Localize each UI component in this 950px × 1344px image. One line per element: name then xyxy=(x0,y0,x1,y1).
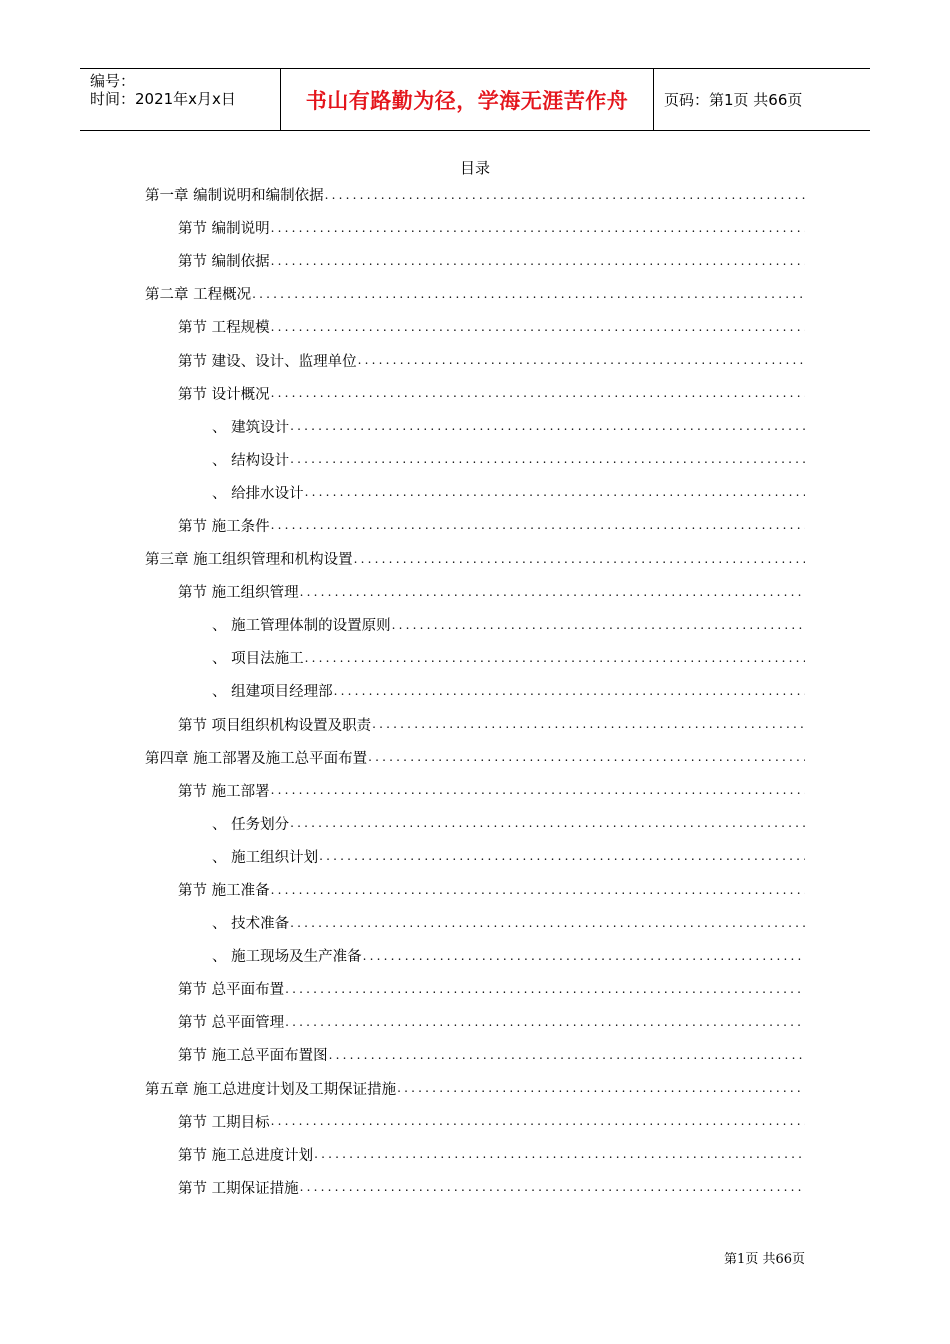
toc-leader-dots xyxy=(313,1147,805,1161)
header-page-number: 页码：第1页 共66页 xyxy=(664,91,803,109)
toc-leader-dots xyxy=(289,452,805,466)
toc-entry-label: 、 组建项目经理部 xyxy=(212,684,333,701)
toc-entry[interactable] xyxy=(145,1072,805,1105)
toc-entry-label: 、 给排水设计 xyxy=(212,485,304,502)
toc-entry[interactable] xyxy=(145,840,805,873)
toc-entry-label: 第节 编制依据 xyxy=(178,254,270,271)
toc-leader-dots xyxy=(396,1081,805,1095)
toc-entry-label: 第节 工期目标 xyxy=(178,1114,270,1131)
toc-entry-label: 、 施工组织计划 xyxy=(212,849,319,866)
toc-entry-label: 第节 项目组织机构设置及职责 xyxy=(178,717,372,734)
document-date: 时间：2021年x月x日 xyxy=(90,90,236,108)
toc-entry-label: 第节 工期保证措施 xyxy=(178,1180,299,1197)
toc-entry-label: 、 建筑设计 xyxy=(212,419,290,436)
toc-entry-label: 、 技术准备 xyxy=(212,916,290,933)
toc-leader-dots xyxy=(362,949,805,963)
toc-entry[interactable] xyxy=(145,211,805,244)
toc-leader-dots xyxy=(318,849,805,863)
toc-entry[interactable] xyxy=(145,509,805,542)
toc-leader-dots xyxy=(270,1114,805,1128)
toc-title: 目录 xyxy=(459,159,490,177)
toc-leader-dots xyxy=(391,618,805,632)
toc-leader-dots xyxy=(270,386,805,400)
header-motto: 书山有路勤为径，学海无涯苦作舟 xyxy=(305,88,629,113)
toc-leader-dots xyxy=(270,518,805,532)
toc-entry-label: 第四章 施工部署及施工总平面布置 xyxy=(145,750,368,767)
toc-entry[interactable] xyxy=(145,178,805,211)
toc-leader-dots xyxy=(284,1015,805,1029)
toc-leader-dots xyxy=(353,552,805,566)
toc-leader-dots xyxy=(289,916,805,930)
toc-entry[interactable] xyxy=(145,277,805,310)
toc-leader-dots xyxy=(270,221,805,235)
toc-leader-dots xyxy=(284,982,805,996)
footer-page-number: 第1页 共66页 xyxy=(724,1252,805,1267)
toc-entry-label: 第节 施工组织管理 xyxy=(178,585,299,602)
toc-leader-dots xyxy=(289,419,805,433)
toc-leader-dots xyxy=(333,684,805,698)
document-number-label: 编号： xyxy=(90,72,136,90)
toc-entry[interactable] xyxy=(145,873,805,906)
toc-entry[interactable] xyxy=(145,608,805,641)
toc-entry-label: 第节 建设、设计、监理单位 xyxy=(178,353,357,370)
toc-entry[interactable] xyxy=(145,476,805,509)
toc-entry-label: 第节 设计概况 xyxy=(178,386,270,403)
toc-entry[interactable] xyxy=(145,443,805,476)
toc-leader-dots xyxy=(304,485,805,499)
toc-entry[interactable] xyxy=(145,310,805,343)
header-motto-cell xyxy=(281,69,654,130)
page-header xyxy=(80,68,870,131)
toc-entry[interactable] xyxy=(145,1138,805,1171)
toc-entry[interactable] xyxy=(145,410,805,443)
toc-entry-label: 第节 施工总平面布置图 xyxy=(178,1048,328,1065)
toc-entry-label: 、 任务划分 xyxy=(212,816,290,833)
toc-entry[interactable] xyxy=(145,906,805,939)
toc-entry[interactable] xyxy=(145,741,805,774)
toc-leader-dots xyxy=(270,254,805,268)
header-page-cell xyxy=(654,69,870,130)
toc-entry-label: 、 施工管理体制的设置原则 xyxy=(212,618,391,635)
toc-leader-dots xyxy=(289,816,805,830)
toc-leader-dots xyxy=(251,287,805,301)
toc-entry-label: 第节 施工总进度计划 xyxy=(178,1147,314,1164)
header-meta xyxy=(80,69,281,130)
toc-entry-label: 第节 总平面管理 xyxy=(178,1015,285,1032)
toc-entry[interactable] xyxy=(145,674,805,707)
toc-entry-label: 第节 施工条件 xyxy=(178,518,270,535)
toc-entry-label: 第节 施工准备 xyxy=(178,883,270,900)
toc-entry[interactable] xyxy=(145,774,805,807)
toc-leader-dots xyxy=(270,783,805,797)
toc-entry[interactable] xyxy=(145,972,805,1005)
toc-leader-dots xyxy=(304,651,805,665)
toc-entry[interactable] xyxy=(145,1005,805,1038)
toc-leader-dots xyxy=(367,750,805,764)
table-of-contents xyxy=(145,178,805,1204)
toc-entry-label: 、 结构设计 xyxy=(212,452,290,469)
toc-entry-label: 第节 编制说明 xyxy=(178,221,270,238)
toc-entry[interactable] xyxy=(145,1171,805,1204)
toc-entry-label: 、 项目法施工 xyxy=(212,651,304,668)
toc-entry[interactable] xyxy=(145,939,805,972)
toc-entry[interactable] xyxy=(145,1105,805,1138)
toc-entry[interactable] xyxy=(145,807,805,840)
toc-leader-dots xyxy=(328,1048,805,1062)
toc-leader-dots xyxy=(270,320,805,334)
toc-entry-label: 第三章 施工组织管理和机构设置 xyxy=(145,552,353,569)
toc-entry-label: 第节 总平面布置 xyxy=(178,982,285,999)
toc-leader-dots xyxy=(371,717,805,731)
toc-entry[interactable] xyxy=(145,377,805,410)
toc-entry[interactable] xyxy=(145,542,805,575)
toc-entry[interactable] xyxy=(145,575,805,608)
toc-entry-label: 第二章 工程概况 xyxy=(145,287,252,304)
toc-entry-label: 第一章 编制说明和编制依据 xyxy=(145,188,324,205)
toc-entry[interactable] xyxy=(145,244,805,277)
toc-leader-dots xyxy=(324,188,805,202)
toc-entry-label: 、 施工现场及生产准备 xyxy=(212,949,362,966)
toc-leader-dots xyxy=(357,353,805,367)
toc-entry-label: 第节 施工部署 xyxy=(178,783,270,800)
toc-entry-label: 第节 工程规模 xyxy=(178,320,270,337)
toc-leader-dots xyxy=(299,1180,805,1194)
toc-entry[interactable] xyxy=(145,708,805,741)
toc-leader-dots xyxy=(270,883,805,897)
toc-entry[interactable] xyxy=(145,343,805,376)
toc-entry-label: 第五章 施工总进度计划及工期保证措施 xyxy=(145,1081,397,1098)
toc-leader-dots xyxy=(299,585,805,599)
toc-entry[interactable] xyxy=(145,641,805,674)
toc-entry[interactable] xyxy=(145,1038,805,1071)
